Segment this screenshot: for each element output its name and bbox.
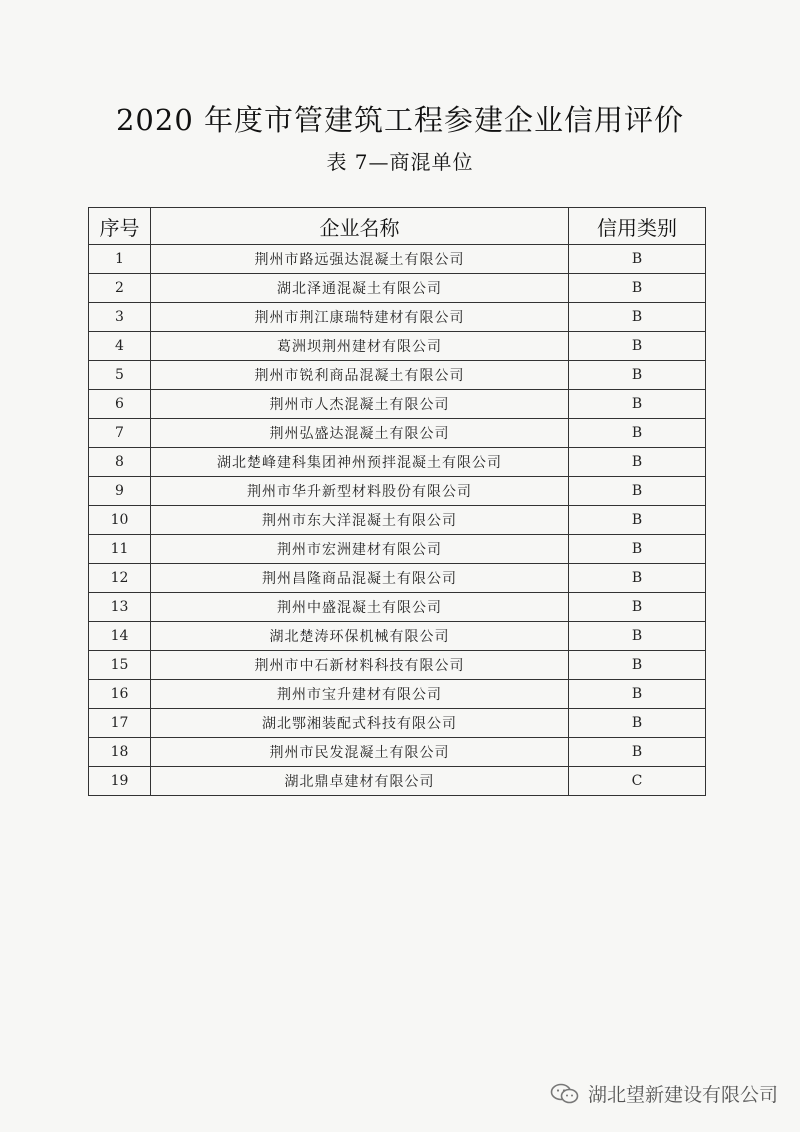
row-credit-rating: B <box>569 274 706 303</box>
table-row <box>89 506 706 535</box>
document-subtitle: 表 7—商混单位 <box>326 150 474 174</box>
row-index: 19 <box>89 767 151 796</box>
table-row <box>89 274 706 303</box>
row-credit-rating: C <box>569 767 706 796</box>
row-index: 16 <box>89 680 151 709</box>
row-credit-rating: B <box>569 651 706 680</box>
row-index: 15 <box>89 651 151 680</box>
row-credit-rating: B <box>569 593 706 622</box>
row-company-name: 荆州市荆江康瑞特建材有限公司 <box>151 303 569 332</box>
row-credit-rating: B <box>569 709 706 738</box>
header-index: 序号 <box>89 208 151 245</box>
table-header-row <box>89 208 706 245</box>
row-credit-rating: B <box>569 738 706 767</box>
header-company: 企业名称 <box>151 208 569 245</box>
row-index: 9 <box>89 477 151 506</box>
row-credit-rating: B <box>569 390 706 419</box>
row-index: 4 <box>89 332 151 361</box>
row-company-name: 湖北鄂湘装配式科技有限公司 <box>151 709 569 738</box>
row-company-name: 荆州中盛混凝土有限公司 <box>151 593 569 622</box>
table-row <box>89 767 706 796</box>
credit-rating-table <box>88 207 706 796</box>
row-index: 13 <box>89 593 151 622</box>
row-company-name: 葛洲坝荆州建材有限公司 <box>151 332 569 361</box>
table-body <box>89 245 706 796</box>
table-row <box>89 651 706 680</box>
row-index: 8 <box>89 448 151 477</box>
row-index: 5 <box>89 361 151 390</box>
row-credit-rating: B <box>569 419 706 448</box>
table-row <box>89 709 706 738</box>
table-row <box>89 361 706 390</box>
row-company-name: 荆州市东大洋混凝土有限公司 <box>151 506 569 535</box>
table-row <box>89 245 706 274</box>
row-index: 10 <box>89 506 151 535</box>
row-company-name: 湖北泽通混凝土有限公司 <box>151 274 569 303</box>
row-credit-rating: B <box>569 506 706 535</box>
table-row <box>89 390 706 419</box>
table-row <box>89 535 706 564</box>
row-company-name: 湖北鼎卓建材有限公司 <box>151 767 569 796</box>
row-credit-rating: B <box>569 477 706 506</box>
row-company-name: 荆州市中石新材料科技有限公司 <box>151 651 569 680</box>
table-row <box>89 564 706 593</box>
row-company-name: 荆州市锐利商品混凝土有限公司 <box>151 361 569 390</box>
row-credit-rating: B <box>569 564 706 593</box>
row-company-name: 荆州市宝升建材有限公司 <box>151 680 569 709</box>
watermark <box>550 1080 778 1107</box>
row-company-name: 荆州市路远强达混凝土有限公司 <box>151 245 569 274</box>
table-row <box>89 622 706 651</box>
row-credit-rating: B <box>569 361 706 390</box>
row-company-name: 荆州弘盛达混凝土有限公司 <box>151 419 569 448</box>
table-row <box>89 332 706 361</box>
table-row <box>89 303 706 332</box>
row-credit-rating: B <box>569 332 706 361</box>
row-credit-rating: B <box>569 303 706 332</box>
watermark-text: 湖北望新建设有限公司 <box>587 1084 778 1106</box>
table-row <box>89 419 706 448</box>
row-index: 3 <box>89 303 151 332</box>
row-company-name: 湖北楚峰建科集团神州预拌混凝土有限公司 <box>151 448 569 477</box>
table-row <box>89 738 706 767</box>
table-row <box>89 477 706 506</box>
document-title: 2020 年度市管建筑工程参建企业信用评价 <box>115 103 685 137</box>
row-index: 18 <box>89 738 151 767</box>
header-rating: 信用类别 <box>569 208 706 245</box>
row-index: 2 <box>89 274 151 303</box>
row-credit-rating: B <box>569 622 706 651</box>
row-index: 14 <box>89 622 151 651</box>
row-index: 7 <box>89 419 151 448</box>
row-company-name: 荆州市人杰混凝土有限公司 <box>151 390 569 419</box>
row-index: 12 <box>89 564 151 593</box>
row-company-name: 荆州市宏洲建材有限公司 <box>151 535 569 564</box>
wechat-icon <box>550 1083 580 1105</box>
row-company-name: 湖北楚涛环保机械有限公司 <box>151 622 569 651</box>
row-company-name: 荆州昌隆商品混凝土有限公司 <box>151 564 569 593</box>
row-company-name: 荆州市华升新型材料股份有限公司 <box>151 477 569 506</box>
row-index: 1 <box>89 245 151 274</box>
table-row <box>89 593 706 622</box>
table-row <box>89 680 706 709</box>
row-index: 6 <box>89 390 151 419</box>
row-credit-rating: B <box>569 245 706 274</box>
row-company-name: 荆州市民发混凝土有限公司 <box>151 738 569 767</box>
row-credit-rating: B <box>569 680 706 709</box>
row-index: 11 <box>89 535 151 564</box>
row-index: 17 <box>89 709 151 738</box>
row-credit-rating: B <box>569 535 706 564</box>
row-credit-rating: B <box>569 448 706 477</box>
table-row <box>89 448 706 477</box>
